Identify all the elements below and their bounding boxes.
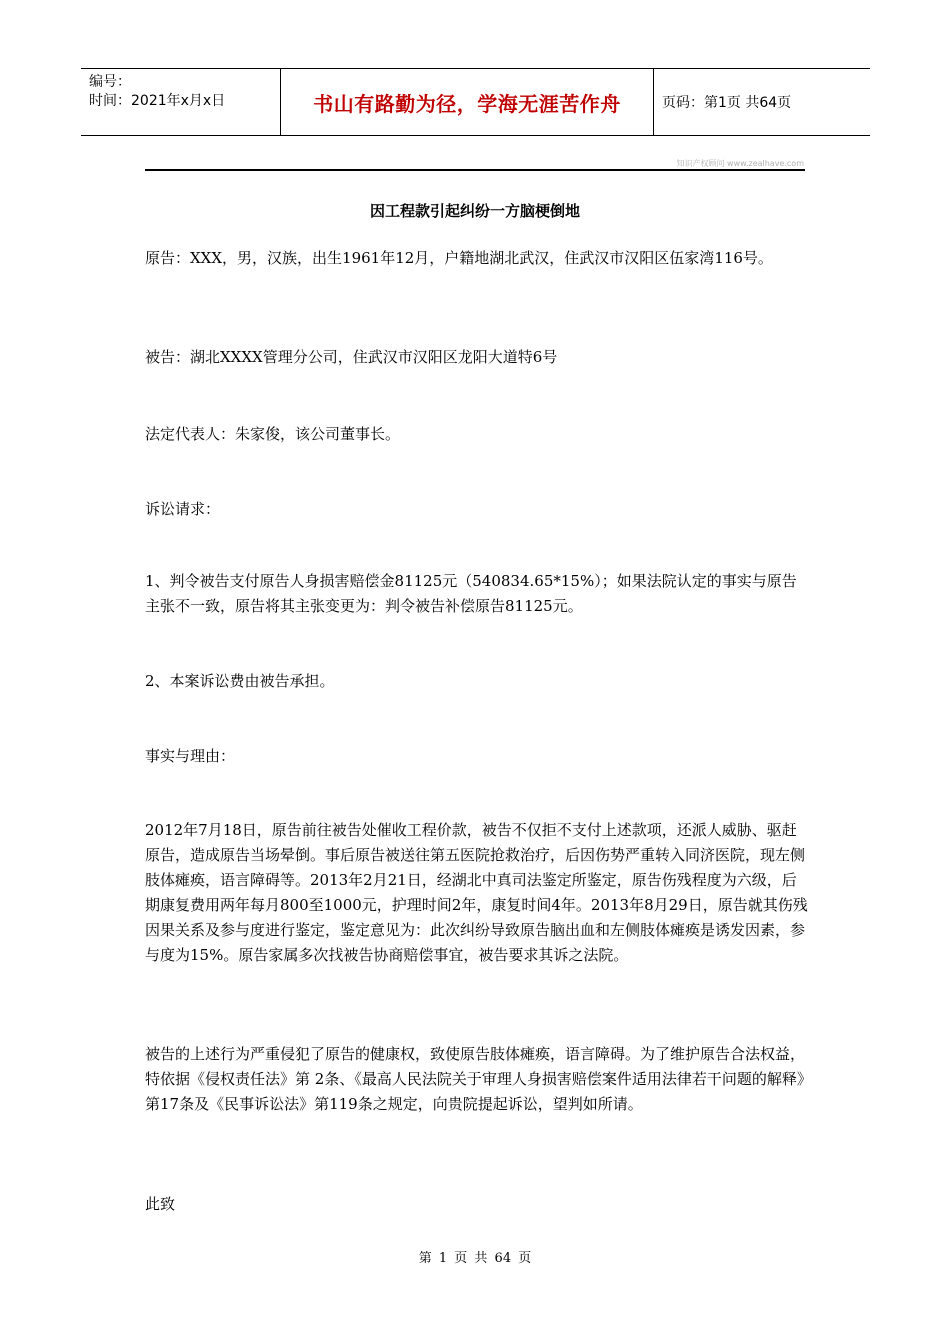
header-rule bbox=[145, 169, 805, 171]
document-title: 因工程款引起纠纷一方脑梗倒地 bbox=[369, 202, 580, 220]
time-label: 时间：2021年x月x日 bbox=[89, 93, 226, 109]
plaintiff-paragraph: 原告：XXX，男，汉族，出生1961年12月，户籍地湖北武汉，住武汉市汉阳区伍家湾116号。 bbox=[145, 249, 773, 267]
claims-heading: 诉讼请求： bbox=[145, 500, 221, 518]
watermark-text: 知识产权顾问 www.zealhave.com bbox=[676, 159, 804, 168]
defendant-paragraph: 被告：湖北XXXX管理分公司，住武汉市汉阳区龙阳大道特6号 bbox=[145, 348, 558, 366]
facts-paragraph: 2012年7月18日，原告前往被告处催收工程价款，被告不仅拒不支付上述款项，还派人威胁、驱赶原告，造成原告当场晕倒。事后原告被送往第五医院抢救治疗，后因伤势严重转入同济医院，现左侧肢体瘫痪，语言障碍等。2013年2月21日，经湖北中真司法鉴定所鉴定，原告伤残程度为六级，后期康复费用两年每月800至1000元，护理时间2年，康复时间4年。2013年8月29日，原告就其伤残因果关系及参与度进行鉴定，鉴定意见为：此次纠纷导致原告脑出血和左侧肢体瘫痪是诱发因素，参与度为15%。原告家属多次找被告协商赔偿事宜，被告要求其诉之法院。 bbox=[145, 821, 808, 964]
page-footer: 第 1 页 共 64 页 bbox=[418, 1251, 532, 1266]
page-info: 页码：第1页 共64页 bbox=[662, 95, 792, 111]
legal-rep-paragraph: 法定代表人：朱家俊，该公司董事长。 bbox=[145, 425, 401, 443]
claim-1-paragraph: 1、判令被告支付原告人身损害赔偿金81125元（540834.65*15%）；如果法院认定的事实与原告主张不一致，原告将其主张变更为：判令被告补偿原告81125元。 bbox=[145, 572, 797, 615]
facts-heading: 事实与理由： bbox=[145, 747, 236, 765]
number-label: 编号： bbox=[89, 74, 131, 90]
motto: 书山有路勤为径，学海无涯苦作舟 bbox=[281, 69, 654, 135]
header-meta bbox=[81, 69, 281, 135]
header-table bbox=[81, 68, 870, 136]
closing-paragraph: 此致 bbox=[145, 1195, 176, 1213]
claim-2-paragraph: 2、本案诉讼费由被告承担。 bbox=[145, 672, 335, 690]
reasons-paragraph: 被告的上述行为严重侵犯了原告的健康权，致使原告肢体瘫痪，语言障碍。为了维护原告合法权益，特依据《侵权责任法》第 2条、《最高人民法院关于审理人身损害赔偿案件适用法律若干问题的解释》第17条及《民事诉讼法》第119条之规定，向贵院提起诉讼，望判如所请。 bbox=[145, 1045, 806, 1113]
